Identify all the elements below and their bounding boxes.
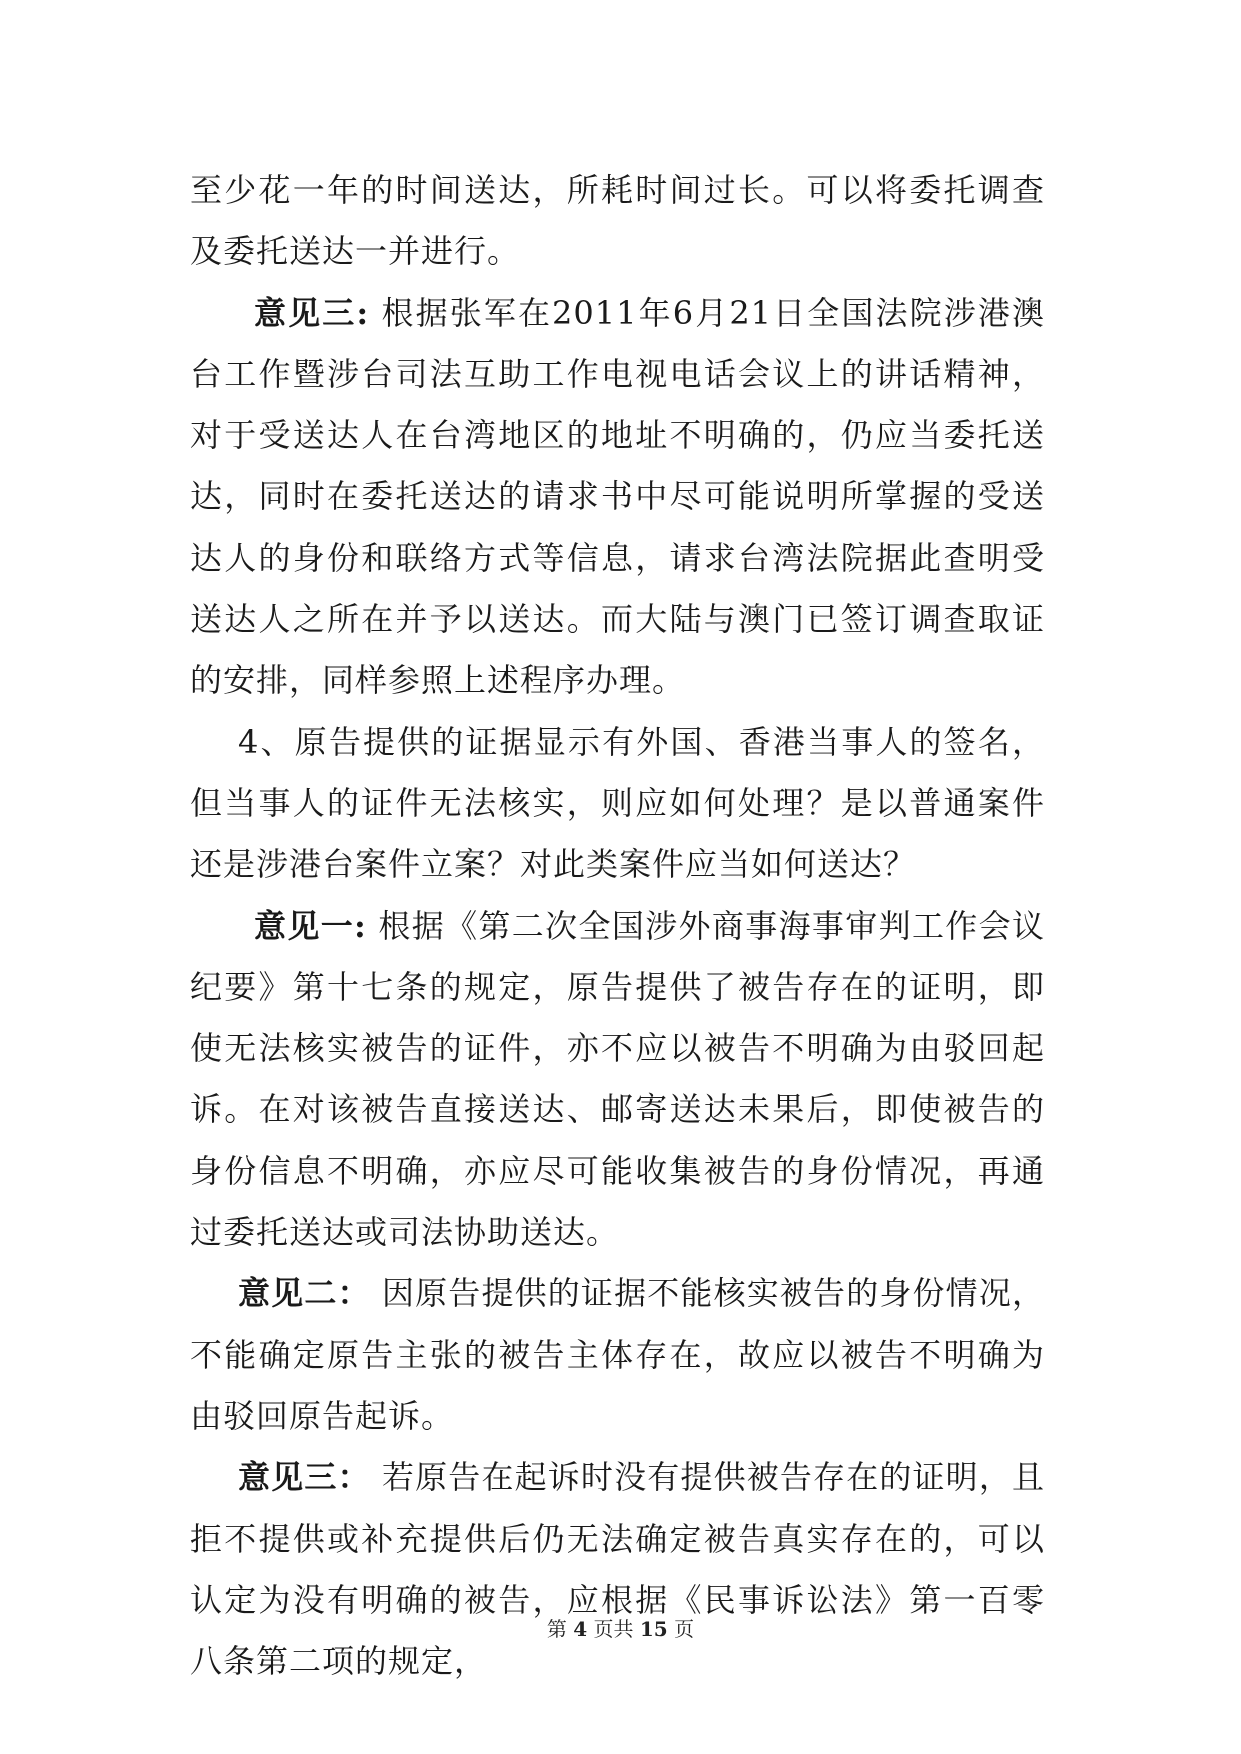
footer-total-pages: 15 [639, 1617, 668, 1641]
paragraph-text: 若原告在起诉时没有提供被告存在的证明，且拒不提供或补充提供后仍无法确定被告真实存在的，可以认定为没有明确的被告，应根据《民事诉讼法》第一百零八条第二项的规定， [190, 1458, 1045, 1681]
document-body [190, 160, 1045, 1692]
paragraph-5 [190, 1263, 1045, 1447]
paragraph-text: 至少花一年的时间送达，所耗时间过长。可以将委托调查及委托送达一并进行。 [190, 171, 1045, 271]
page-footer [0, 1613, 1241, 1642]
opinion-label: 意见三： [238, 1458, 371, 1497]
paragraph-4 [190, 896, 1045, 1264]
paragraph-text: 根据《第二次全国涉外商事海事审判工作会议纪要》第十七条的规定，原告提供了被告存在的证明，即使无法核实被告的证件，亦不应以被告不明确为由驳回起诉。在对该被告直接送达、邮寄送达未果后，即使被告的身份信息不明确，亦应尽可能收集被告的身份情况，再通过委托送达或司法协助送达。 [190, 906, 1045, 1252]
footer-middle: 页共 [593, 1617, 634, 1641]
paragraph-text: 根据张军在2011年6月21日全国法院涉港澳台工作暨涉台司法互助工作电视电话会议上的讲话精神，对于受送达人在台湾地区的地址不明确的，仍应当委托送达，同时在委托送达的请求书中尽可能说明所掌握的受送达人的身份和联络方式等信息，请求台湾法院据此查明受送达人之所在并予以送达。而大陆与澳门已签订调查取证的安排，同样参照上述程序办理。 [190, 293, 1045, 700]
paragraph-6 [190, 1447, 1045, 1692]
paragraph-3 [190, 712, 1045, 896]
footer-suffix: 页 [674, 1617, 695, 1641]
paragraph-1 [190, 160, 1045, 283]
footer-page-number: 4 [573, 1617, 588, 1641]
paragraph-text: 4、原告提供的证据显示有外国、香港当事人的签名，但当事人的证件无法核实，则应如何处理？是以普通案件还是涉港台案件立案？对此类案件应当如何送达？ [190, 722, 1045, 884]
footer-prefix: 第 [546, 1617, 567, 1641]
opinion-label: 意见一: [254, 906, 367, 945]
opinion-label: 意见二： [238, 1274, 371, 1313]
paragraph-2 [190, 283, 1045, 712]
paragraph-text: 因原告提供的证据不能核实被告的身份情况，不能确定原告主张的被告主体存在，故应以被告不明确为由驳回原告起诉。 [190, 1274, 1045, 1435]
opinion-label: 意见三: [254, 293, 370, 332]
